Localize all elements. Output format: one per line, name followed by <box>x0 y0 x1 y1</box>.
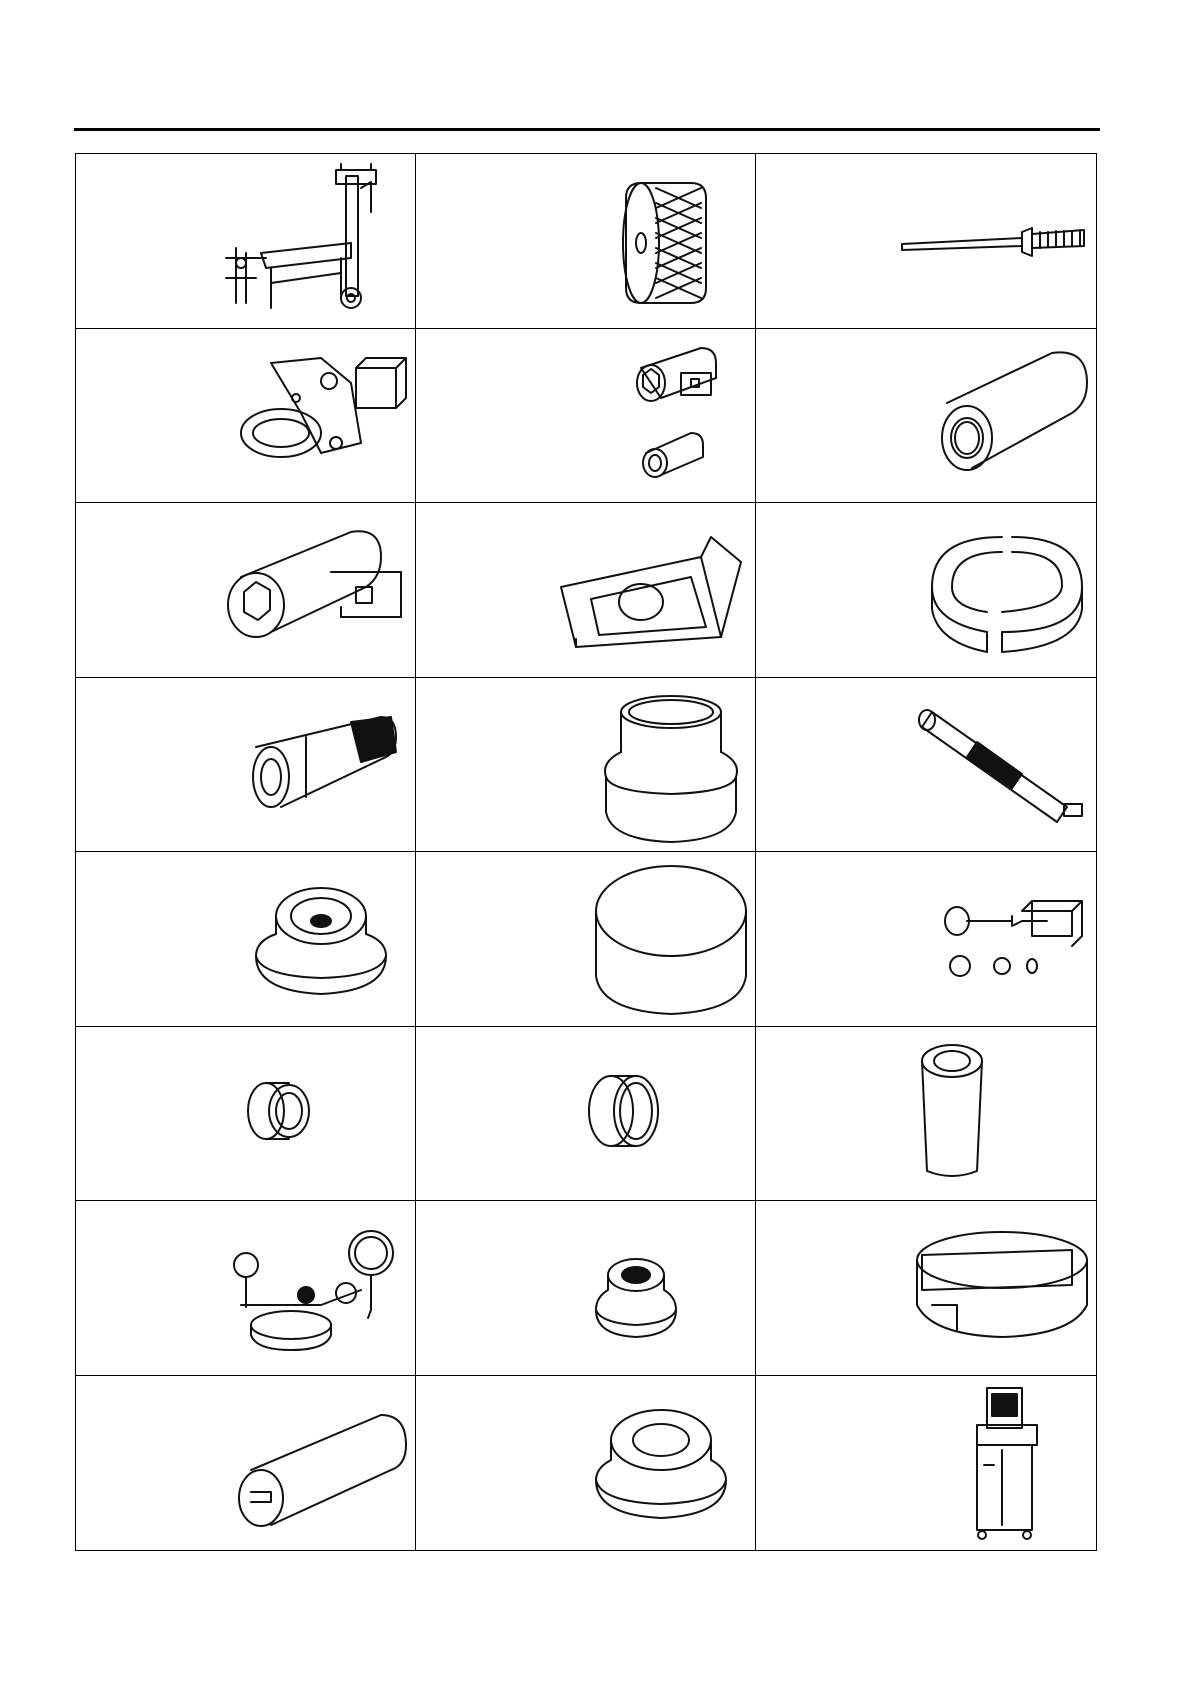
sleeve-cylinder-icon <box>892 1031 1092 1195</box>
split-ring-icon <box>892 507 1092 671</box>
splined-sleeve-icon <box>892 333 1092 497</box>
hex-socket-wrench-icon <box>211 507 411 671</box>
tool-cell <box>416 1376 756 1551</box>
diagnostic-tester-cart-icon <box>892 1380 1092 1544</box>
small-bushing-icon <box>211 1031 411 1195</box>
tool-cell <box>76 1201 416 1376</box>
holder-plate-icon <box>551 507 751 671</box>
knurled-rod-icon <box>892 682 1092 846</box>
dial-gauge-icon <box>211 1205 411 1369</box>
tool-cell <box>76 154 416 329</box>
tool-cell <box>416 678 756 853</box>
special-tools-table <box>75 153 1097 1551</box>
tool-cell <box>756 1027 1096 1202</box>
rivet-pin-icon <box>892 158 1092 322</box>
slotted-tube-icon <box>211 1380 411 1544</box>
bearing-race-icon <box>551 1031 751 1195</box>
tool-cell <box>416 154 756 329</box>
tool-cell <box>76 329 416 504</box>
tool-cell <box>416 1201 756 1376</box>
cup-installer-icon <box>551 682 751 846</box>
seal-driver-icon <box>551 1380 751 1544</box>
tool-cell <box>76 1376 416 1551</box>
adapter-kit-icon <box>892 856 1092 1020</box>
tool-cell <box>416 503 756 678</box>
dome-plate-icon <box>551 856 751 1020</box>
knurled-cylinder-icon <box>551 158 751 322</box>
small-stepped-driver-icon <box>551 1205 751 1369</box>
tool-cell <box>76 503 416 678</box>
tool-cell <box>756 154 1096 329</box>
tool-cell <box>416 329 756 504</box>
knurled-socket-icon <box>211 682 411 846</box>
tool-cell <box>76 678 416 853</box>
engine-stand-icon <box>211 158 411 322</box>
tool-cell <box>416 1027 756 1202</box>
header-rule <box>74 128 1100 131</box>
tool-cell <box>416 852 756 1027</box>
flywheel-holder-icon <box>892 1205 1092 1369</box>
clamp-wrench-icon <box>211 333 411 497</box>
tool-cell <box>756 852 1096 1027</box>
socket-adapter-set-icon <box>551 333 751 497</box>
tool-cell <box>76 1027 416 1202</box>
tool-cell <box>76 852 416 1027</box>
tool-cell <box>756 678 1096 853</box>
stepped-installer-icon <box>211 856 411 1020</box>
tool-cell <box>756 329 1096 504</box>
tool-cell <box>756 503 1096 678</box>
tool-cell <box>756 1201 1096 1376</box>
tool-cell <box>756 1376 1096 1551</box>
